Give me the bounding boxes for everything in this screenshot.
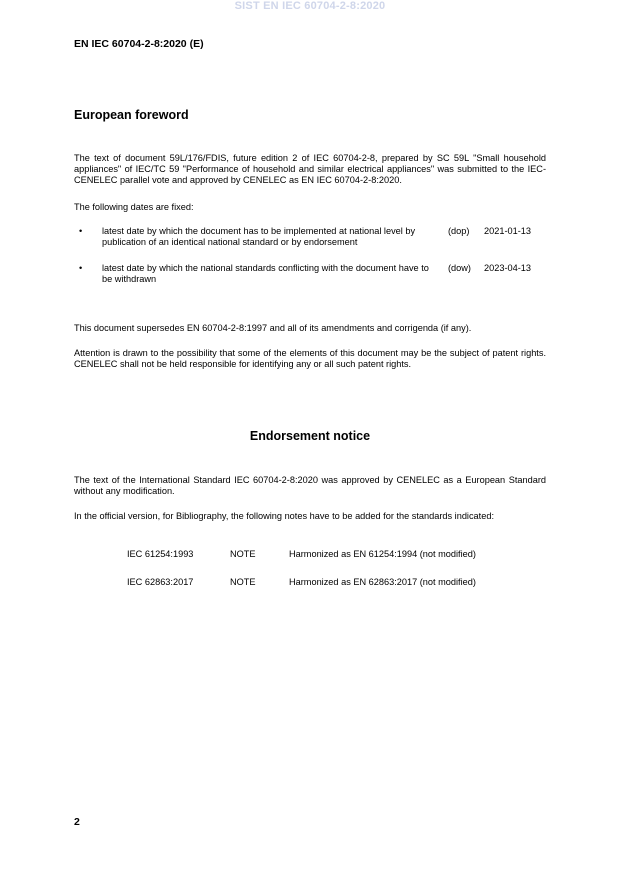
supersedes-paragraph: This document supersedes EN 60704-2-8:1997 and all of its amendments and corrigenda (if any). <box>74 323 472 333</box>
attention-paragraph: Attention is drawn to the possibility that some of the elements of this document may be the subject of patent rights. CENELEC shall not be held responsible for identifying any or all such patent rights. <box>74 348 546 369</box>
bibliography-note-row <box>127 577 547 589</box>
bullet-icon: • <box>79 263 83 273</box>
endorsement-paragraph-2: In the official version, for Bibliography, the following notes have to be added for the standards indicated: <box>74 511 494 521</box>
date-item-dop <box>74 226 546 250</box>
date-item-dow <box>74 263 546 287</box>
note-standard: IEC 61254:1993 <box>127 549 194 559</box>
endorsement-paragraph-1: The text of the International Standard IEC 60704-2-8:2020 was approved by CENELEC as a European Standard without any modification. <box>74 475 546 496</box>
foreword-paragraph: The text of document 59L/176/FDIS, future edition 2 of IEC 60704-2-8, prepared by SC 59L "Small household appliances" of IEC/TC 59 "Performance of household and similar electrical appliances" was submitted to the IEC-CENELEC parallel vote and approved by CENELEC as EN IEC 60704-2-8:2020. <box>74 153 546 185</box>
note-text: Harmonized as EN 62863:2017 (not modified) <box>289 577 476 587</box>
note-label: NOTE <box>230 549 256 559</box>
date-item-code: (dop) <box>448 226 470 236</box>
document-header: EN IEC 60704-2-8:2020 (E) <box>74 38 204 50</box>
note-text: Harmonized as EN 61254:1994 (not modified) <box>289 549 476 559</box>
note-label: NOTE <box>230 577 256 587</box>
date-item-date: 2023-04-13 <box>484 263 531 273</box>
date-item-text: latest date by which the document has to be implemented at national level by publication of an identical national standard or by endorsement <box>102 226 416 247</box>
watermark: SIST EN IEC 60704-2-8:2020 <box>234 0 386 12</box>
date-item-text: latest date by which the national standards conflicting with the document have to be withdrawn <box>102 263 429 284</box>
note-standard: IEC 62863:2017 <box>127 577 194 587</box>
page-number: 2 <box>74 816 80 828</box>
date-item-code: (dow) <box>448 263 471 273</box>
endorsement-title: Endorsement notice <box>249 429 371 443</box>
bibliography-note-row <box>127 549 547 561</box>
bullet-icon: • <box>79 226 83 236</box>
foreword-title: European foreword <box>74 108 189 122</box>
dates-intro: The following dates are fixed: <box>74 202 194 212</box>
date-item-date: 2021-01-13 <box>484 226 531 236</box>
